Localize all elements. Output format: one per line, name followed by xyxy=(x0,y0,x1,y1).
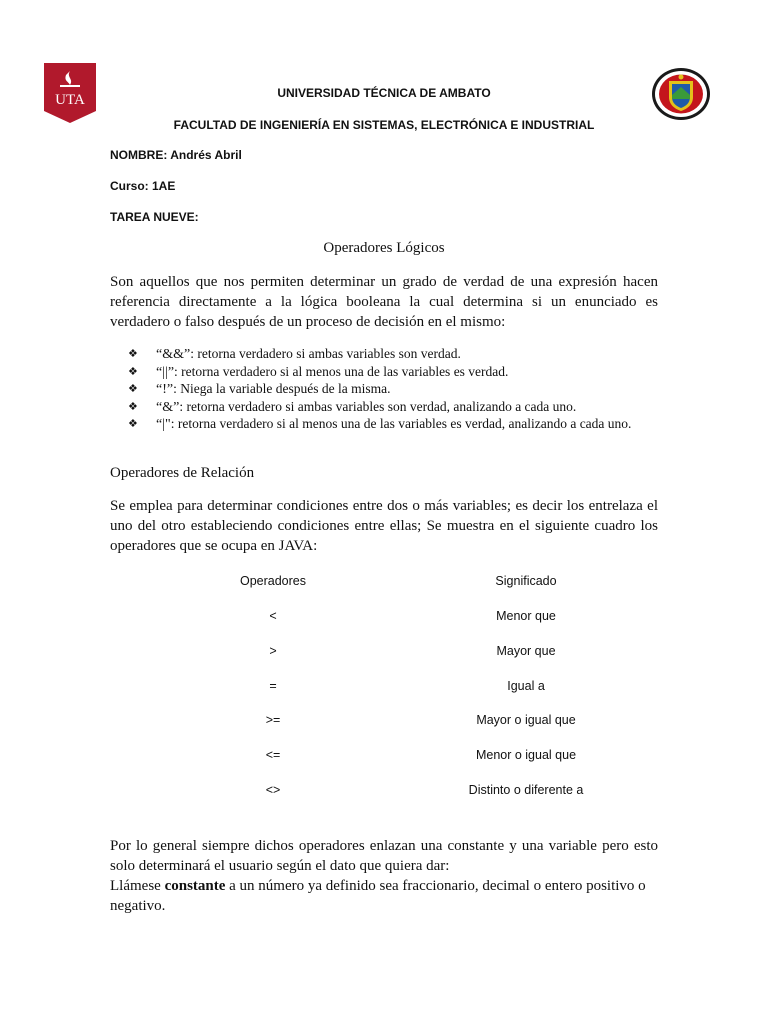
table-row: >= Mayor o igual que xyxy=(265,713,576,727)
list-item: ❖ “|": retorna verdadero si al menos una de las variables es verdad, analizando a cada uno. xyxy=(128,416,632,432)
header-meaning: Significado xyxy=(495,574,557,588)
section-title-logical-operators: Operadores Lógicos xyxy=(323,240,445,256)
task-line: TAREA NUEVE: xyxy=(110,210,199,224)
table-row: = Igual a xyxy=(269,679,545,693)
diamond-bullet-icon: ❖ xyxy=(128,400,138,413)
table-row: <> Distinto o diferente a xyxy=(265,783,584,797)
header-operators: Operadores xyxy=(239,574,306,588)
student-name: NOMBRE: Andrés Abril xyxy=(110,148,242,162)
closing-paragraph-2: Llámese constante a un número ya definido sea fraccionario, decimal o entero positivo o negativo. xyxy=(110,878,646,914)
logical-operators-list xyxy=(128,346,658,434)
diamond-bullet-icon: ❖ xyxy=(128,418,138,430)
closing-paragraph-1: Por lo general siempre dichos operadores enlazan una constante y una variable pero esto solo determinará el usuario según el dato que quiera dar: xyxy=(110,838,658,874)
table-row: <= Menor o igual que xyxy=(265,748,577,762)
faculty-title: FACULTAD DE INGENIERÍA EN SISTEMAS, ELECTRÓNICA E INDUSTRIAL xyxy=(173,118,595,132)
list-item: ❖ “&”: retorna verdadero si ambas variables son verdad, analizando a cada uno. xyxy=(128,398,577,415)
logical-operators-intro: Son aquellos que nos permiten determinar un grado de verdad de una expresión hacen referencia directamente a la lógica booleana la cual determina si un enunciado es verdadero o falso después de un proceso de decisión en el mismo: xyxy=(110,274,658,330)
table-row: < Menor que xyxy=(269,609,556,623)
list-item: ❖ “||”: retorna verdadero si al menos una de las variables es verdad. xyxy=(128,363,509,380)
table-row: > Mayor que xyxy=(269,644,556,658)
diamond-bullet-icon: ❖ xyxy=(128,348,138,360)
table-header-row xyxy=(200,574,640,594)
list-item: ❖ “!”: Niega la variable después de la misma. xyxy=(128,381,391,397)
closing-text xyxy=(110,836,658,916)
list-item: ❖ “&&”: retorna verdadero si ambas variables son verdad. xyxy=(128,346,461,362)
term-constante: constante xyxy=(164,878,226,894)
diamond-bullet-icon: ❖ xyxy=(128,383,138,395)
relational-operators-intro: Se emplea para determinar condiciones entre dos o más variables; es decir los entrelaza el uno del otro estableciendo condiciones entre ellas; Se muestra en el siguiente cuadro los operadores que se ocupa en JAVA: xyxy=(110,498,658,554)
section-title-relational-operators: Operadores de Relación xyxy=(110,465,255,481)
logo-text: UTA xyxy=(55,92,85,108)
diamond-bullet-icon: ❖ xyxy=(128,365,138,378)
course-line: Curso: 1AE xyxy=(110,179,176,193)
university-title: UNIVERSIDAD TÉCNICA DE AMBATO xyxy=(277,86,491,100)
